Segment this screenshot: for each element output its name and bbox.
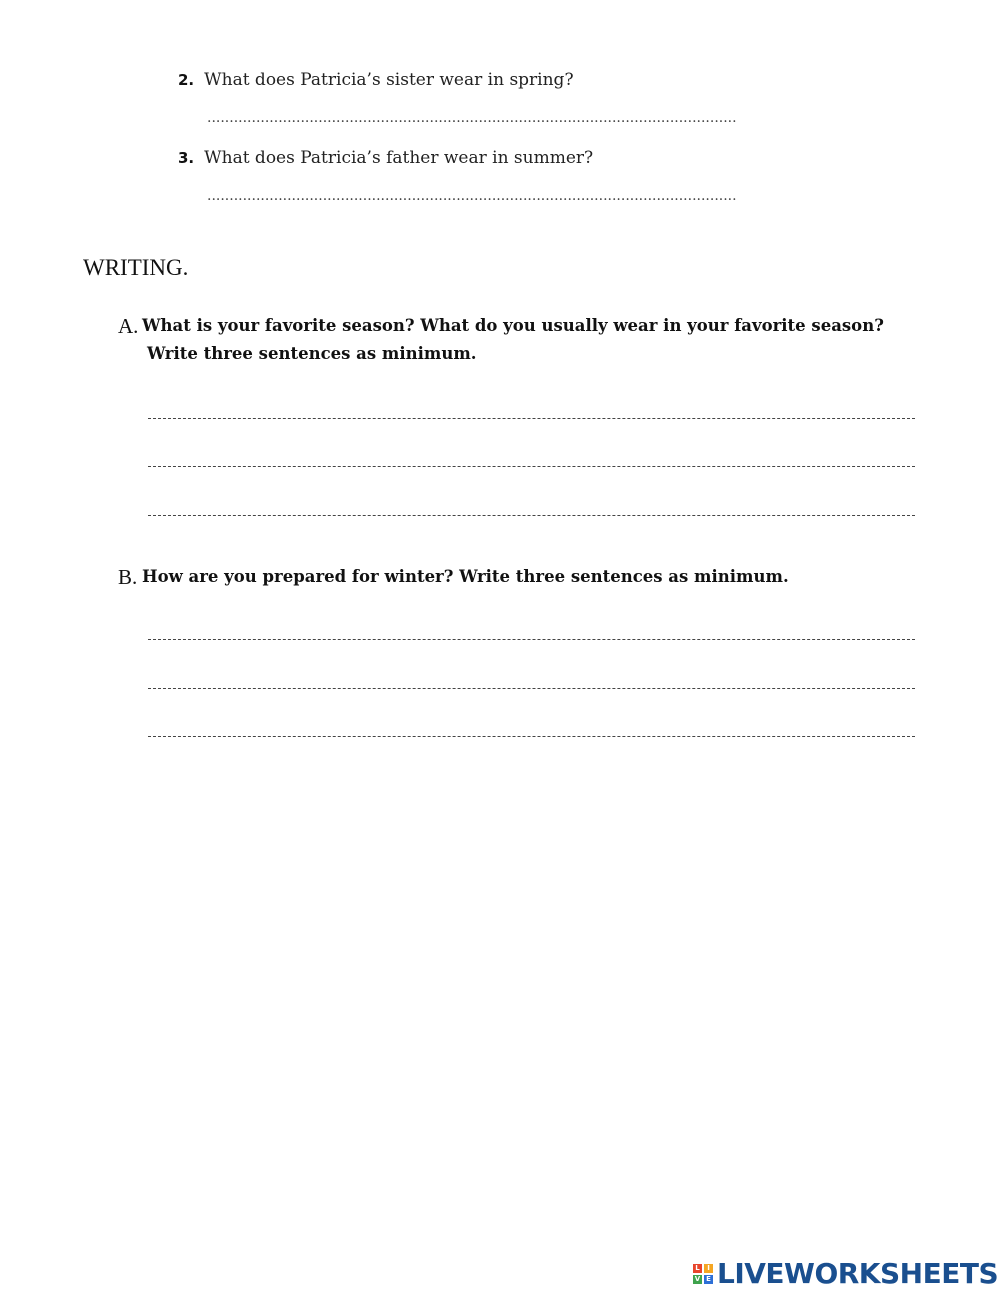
task-b-text: How are you prepared for winter? Write three sentences as minimum. bbox=[142, 567, 789, 586]
logo-text: LIVEWORKSHEETS bbox=[717, 1257, 999, 1290]
task-a-letter: A. bbox=[118, 314, 139, 338]
logo-block: I bbox=[704, 1264, 713, 1273]
logo-block: E bbox=[704, 1275, 713, 1284]
section-title: WRITING. bbox=[83, 255, 189, 280]
liveworksheets-logo bbox=[693, 1257, 998, 1290]
task-b-letter: B. bbox=[118, 565, 138, 589]
question-number: 2. bbox=[178, 71, 195, 89]
answer-line-2[interactable]: ....................................................................................................................... bbox=[207, 110, 737, 126]
question-text: What does Patricia’s father wear in summer? bbox=[204, 148, 594, 168]
task-a-answer-line-3[interactable] bbox=[148, 515, 915, 516]
question-3 bbox=[178, 148, 593, 168]
task-b-answer-line-1[interactable] bbox=[148, 639, 915, 640]
logo-block: V bbox=[694, 1274, 701, 1283]
task-b-answer-line-2[interactable] bbox=[148, 688, 915, 689]
task-a-answer-line-2[interactable] bbox=[148, 466, 915, 467]
task-a-answer-line-1[interactable] bbox=[148, 418, 915, 419]
question-number: 3. bbox=[178, 149, 195, 167]
task-a-prompt: What is your favorite season? What do you usually wear in your favorite season? Write three sentences as minimum. bbox=[142, 316, 884, 363]
task-a-text bbox=[142, 312, 922, 368]
question-2 bbox=[178, 70, 574, 90]
question-text: What does Patricia’s sister wear in spring? bbox=[204, 70, 574, 90]
logo-blocks-icon bbox=[693, 1264, 713, 1284]
answer-line-3[interactable]: ....................................................................................................................... bbox=[207, 188, 737, 204]
logo-block: L bbox=[693, 1264, 702, 1273]
task-b-answer-line-3[interactable] bbox=[148, 736, 915, 737]
